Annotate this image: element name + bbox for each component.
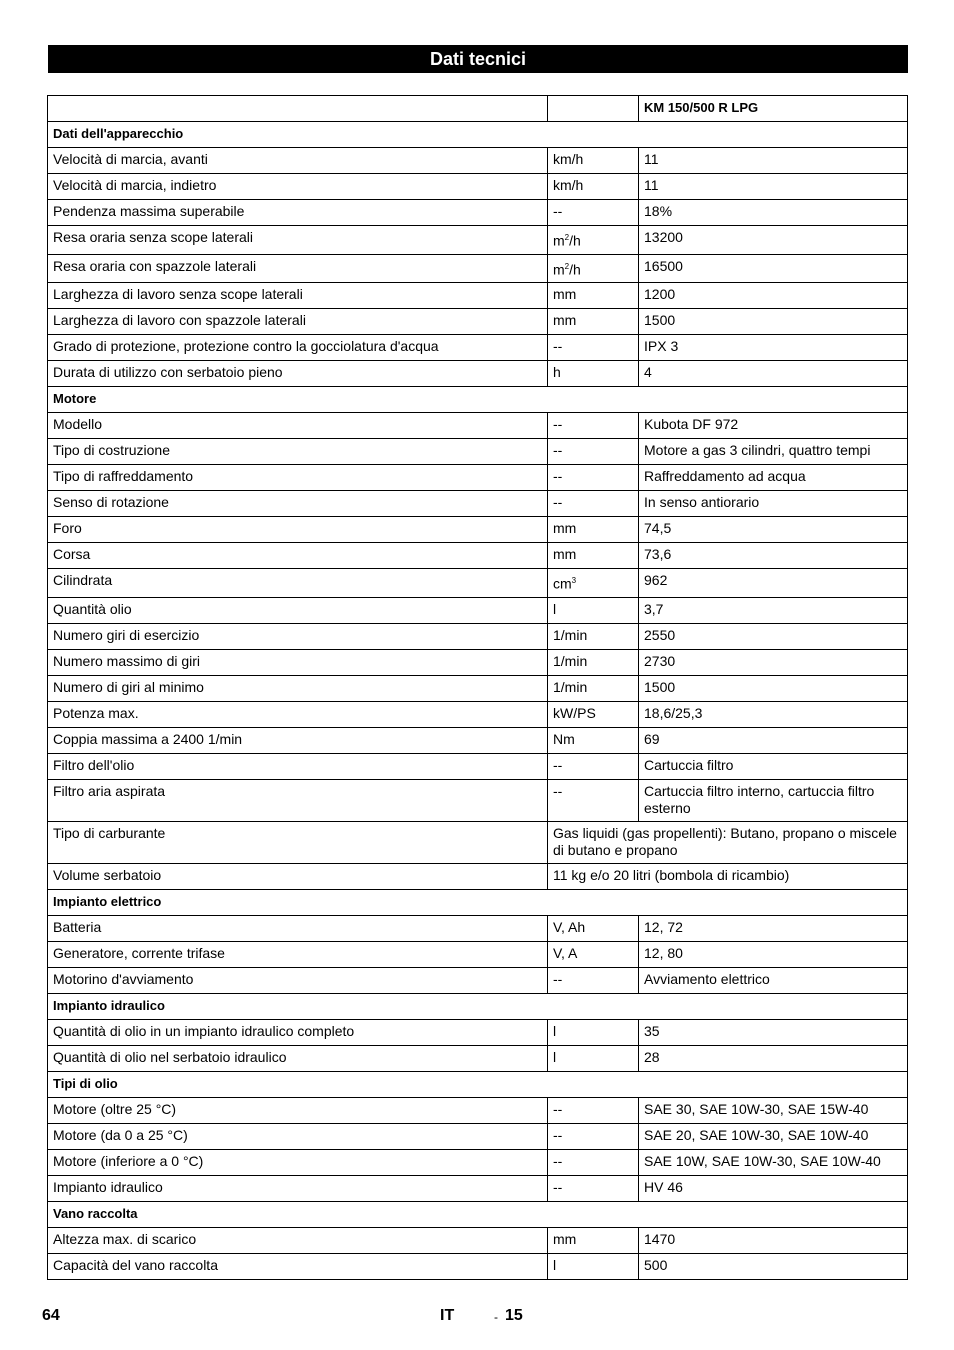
table-row [48, 753, 908, 779]
table-row [48, 1019, 908, 1045]
row-label: Potenza max. [48, 701, 548, 727]
section-row [48, 889, 908, 915]
row-value: 500 [639, 1253, 908, 1279]
table-row [48, 941, 908, 967]
row-unit [548, 491, 639, 517]
row-unit [548, 1175, 639, 1201]
table-row [48, 675, 908, 701]
table-row [48, 174, 908, 200]
row-unit [548, 597, 639, 623]
row-unit [548, 623, 639, 649]
table-row [48, 1097, 908, 1123]
row-value: 13200 [639, 226, 908, 255]
unit-base: V, A [553, 944, 578, 961]
unit-base: mm [553, 286, 577, 303]
row-label: Quantità di olio in un impianto idraulico completo [48, 1019, 548, 1045]
row-value: 1500 [639, 675, 908, 701]
table-row [48, 1227, 908, 1253]
row-label: Motore (inferiore a 0 °C) [48, 1149, 548, 1175]
row-unit [548, 941, 639, 967]
row-unit [548, 174, 639, 200]
unit-base: -- [553, 442, 563, 459]
unit-base: -- [553, 1100, 563, 1117]
unit-base: l [553, 1256, 557, 1273]
row-unit [548, 361, 639, 387]
row-value: SAE 10W, SAE 10W-30, SAE 10W-40 [639, 1149, 908, 1175]
row-unit [548, 283, 639, 309]
row-label: Impianto idraulico [48, 1175, 548, 1201]
row-value: HV 46 [639, 1175, 908, 1201]
row-unit [548, 1097, 639, 1123]
table-row [48, 283, 908, 309]
unit-base: 1/min [553, 626, 588, 643]
unit-base: -- [553, 494, 563, 511]
row-unit [548, 1019, 639, 1045]
row-value: 35 [639, 1019, 908, 1045]
unit-superscript: 2 [564, 233, 570, 242]
unit-base: Nm [553, 730, 575, 747]
row-label: Modello [48, 413, 548, 439]
unit-base: -- [553, 1126, 563, 1143]
row-label: Larghezza di lavoro con spazzole laterali [48, 309, 548, 335]
row-value: 12, 80 [639, 941, 908, 967]
row-label: Numero giri di esercizio [48, 623, 548, 649]
row-value: 11 [639, 174, 908, 200]
unit-base: km/h [553, 177, 584, 193]
row-unit [548, 1123, 639, 1149]
row-label: Tipo di raffreddamento [48, 465, 548, 491]
row-value: Cartuccia filtro [639, 753, 908, 779]
unit-base: mm [553, 546, 577, 563]
row-unit [548, 727, 639, 753]
table-row [48, 863, 908, 889]
unit-base: h [553, 364, 561, 381]
section-row [48, 387, 908, 413]
table-row [48, 597, 908, 623]
unit-base: 1/min [553, 652, 588, 669]
row-unit [548, 1149, 639, 1175]
row-label: Grado di protezione, protezione contro la gocciolatura d'acqua [48, 335, 548, 361]
unit-base: -- [553, 203, 563, 219]
row-value: 74,5 [639, 517, 908, 543]
row-label: Foro [48, 517, 548, 543]
row-value: 2550 [639, 623, 908, 649]
row-unit [548, 675, 639, 701]
row-label: Senso di rotazione [48, 491, 548, 517]
table-row [48, 148, 908, 174]
row-unit [548, 1045, 639, 1071]
row-unit [548, 543, 639, 569]
section-title: Impianto idraulico [48, 993, 908, 1019]
row-unit [548, 1227, 639, 1253]
section-title: Impianto elettrico [48, 889, 908, 915]
footer-sub-page: 15 [505, 1307, 523, 1324]
table-row [48, 226, 908, 255]
row-unit [548, 335, 639, 361]
row-value: 69 [639, 727, 908, 753]
row-value: 1200 [639, 283, 908, 309]
row-label: Resa oraria con spazzole laterali [48, 254, 548, 283]
unit-base: mm [553, 1230, 577, 1247]
unit-base: -- [553, 970, 563, 987]
row-value: 18,6/25,3 [639, 701, 908, 727]
unit-base: m [553, 232, 565, 249]
row-value: IPX 3 [639, 335, 908, 361]
row-value: 16500 [639, 254, 908, 283]
unit-base: mm [553, 520, 577, 537]
unit-base: km/h [553, 151, 584, 167]
table-row [48, 465, 908, 491]
row-value: 4 [639, 361, 908, 387]
row-label: Pendenza massima superabile [48, 200, 548, 226]
unit-base: -- [553, 1152, 563, 1169]
table-row [48, 1175, 908, 1201]
row-label: Tipo di costruzione [48, 439, 548, 465]
row-label: Motore (oltre 25 °C) [48, 1097, 548, 1123]
row-value: 12, 72 [639, 915, 908, 941]
table-row [48, 1149, 908, 1175]
row-value: Raffreddamento ad acqua [639, 465, 908, 491]
unit-base: -- [553, 756, 563, 773]
footer-page-number: 64 [42, 1307, 60, 1324]
row-label: Numero di giri al minimo [48, 675, 548, 701]
row-value: 1470 [639, 1227, 908, 1253]
row-label: Generatore, corrente trifase [48, 941, 548, 967]
row-label: Motorino d'avviamento [48, 967, 548, 993]
technical-data-table [47, 95, 908, 1280]
table-row [48, 649, 908, 675]
footer-dash: - [494, 1310, 498, 1324]
table-row [48, 361, 908, 387]
unit-base: l [553, 600, 557, 617]
row-label: Durata di utilizzo con serbatoio pieno [48, 361, 548, 387]
row-label: Volume serbatoio [48, 863, 548, 889]
unit-base: -- [553, 468, 563, 485]
section-title: Vano raccolta [48, 1201, 908, 1227]
unit-base: -- [553, 782, 563, 799]
table-row [48, 335, 908, 361]
row-value: Gas liquidi (gas propellenti): Butano, propano o miscele di butano e propano [548, 821, 908, 863]
row-unit [548, 915, 639, 941]
row-value: 962 [639, 569, 908, 598]
row-label: Numero massimo di giri [48, 649, 548, 675]
row-value: 28 [639, 1045, 908, 1071]
header-cell-label [48, 96, 548, 122]
table-header-row [48, 96, 908, 122]
table-row [48, 623, 908, 649]
table-row [48, 915, 908, 941]
table-body [48, 96, 908, 1280]
table-row [48, 200, 908, 226]
unit-base: mm [553, 312, 577, 329]
unit-base: -- [553, 416, 563, 433]
row-label: Quantità olio [48, 597, 548, 623]
unit-base: 1/min [553, 678, 588, 695]
table-row [48, 1045, 908, 1071]
table-row [48, 1123, 908, 1149]
row-unit [548, 413, 639, 439]
unit-superscript: 2 [564, 261, 570, 271]
table-row [48, 967, 908, 993]
table-row [48, 309, 908, 335]
row-label: Filtro aria aspirata [48, 779, 548, 821]
row-value: 2730 [639, 649, 908, 675]
row-unit [548, 569, 639, 598]
row-value: 3,7 [639, 597, 908, 623]
row-label: Capacità del vano raccolta [48, 1253, 548, 1279]
row-label: Batteria [48, 915, 548, 941]
section-title: Motore [48, 387, 908, 413]
row-value: Motore a gas 3 cilindri, quattro tempi [639, 439, 908, 465]
row-label: Cilindrata [48, 569, 548, 598]
row-label: Altezza max. di scarico [48, 1227, 548, 1253]
row-value: 73,6 [639, 543, 908, 569]
row-label: Filtro dell'olio [48, 753, 548, 779]
row-label: Coppia massima a 2400 1/min [48, 727, 548, 753]
row-unit [548, 779, 639, 821]
section-row [48, 993, 908, 1019]
header-cell-model: KM 150/500 R LPG [639, 96, 908, 122]
table-row [48, 439, 908, 465]
row-unit [548, 701, 639, 727]
table-row [48, 543, 908, 569]
table-row [48, 701, 908, 727]
table-row [48, 254, 908, 283]
page-title: Dati tecnici [48, 45, 908, 73]
section-title: Dati dell'apparecchio [48, 122, 908, 148]
table-row [48, 727, 908, 753]
row-label: Velocità di marcia, avanti [48, 148, 548, 174]
header-cell-unit [548, 96, 639, 122]
footer-language: IT [440, 1307, 455, 1324]
row-unit [548, 148, 639, 174]
row-unit [548, 517, 639, 543]
section-title: Tipi di olio [48, 1071, 908, 1097]
row-label: Resa oraria senza scope laterali [48, 226, 548, 255]
table-row [48, 569, 908, 598]
table-row [48, 517, 908, 543]
row-value: SAE 30, SAE 10W-30, SAE 15W-40 [639, 1097, 908, 1123]
row-unit [548, 309, 639, 335]
row-unit [548, 439, 639, 465]
row-unit [548, 649, 639, 675]
unit-base: -- [553, 1178, 563, 1195]
row-label: Motore (da 0 a 25 °C) [48, 1123, 548, 1149]
table-row [48, 779, 908, 821]
table-row [48, 413, 908, 439]
unit-base: l [553, 1022, 557, 1039]
row-label: Larghezza di lavoro senza scope laterali [48, 283, 548, 309]
unit-base: cm [553, 575, 572, 592]
row-label: Quantità di olio nel serbatoio idraulico [48, 1045, 548, 1071]
row-label: Tipo di carburante [48, 821, 548, 863]
row-unit [548, 200, 639, 226]
unit-suffix: /h [569, 232, 581, 249]
row-value: SAE 20, SAE 10W-30, SAE 10W-40 [639, 1123, 908, 1149]
section-row [48, 1071, 908, 1097]
row-value: Avviamento elettrico [639, 967, 908, 993]
row-value: Cartuccia filtro interno, cartuccia filtro esterno [639, 779, 908, 821]
row-unit [548, 226, 639, 255]
unit-base: -- [553, 338, 563, 355]
row-label: Velocità di marcia, indietro [48, 174, 548, 200]
section-row [48, 1201, 908, 1227]
unit-suffix: /h [569, 261, 581, 278]
row-value: 1500 [639, 309, 908, 335]
unit-superscript: 3 [571, 576, 577, 586]
row-value: 11 [639, 148, 908, 174]
row-value: In senso antiorario [639, 491, 908, 517]
unit-base: kW/PS [553, 704, 596, 721]
row-unit [548, 753, 639, 779]
row-value: 18% [639, 200, 908, 226]
row-unit [548, 1253, 639, 1279]
row-value: 11 kg e/o 20 litri (bombola di ricambio) [548, 863, 908, 889]
unit-base: m [553, 261, 565, 278]
row-value: Kubota DF 972 [639, 413, 908, 439]
unit-base: V, Ah [553, 918, 586, 935]
row-unit [548, 967, 639, 993]
table-row [48, 491, 908, 517]
table-row [48, 821, 908, 863]
row-unit [548, 254, 639, 283]
row-unit [548, 465, 639, 491]
unit-base: l [553, 1048, 557, 1065]
section-row [48, 122, 908, 148]
row-label: Corsa [48, 543, 548, 569]
table-row [48, 1253, 908, 1279]
